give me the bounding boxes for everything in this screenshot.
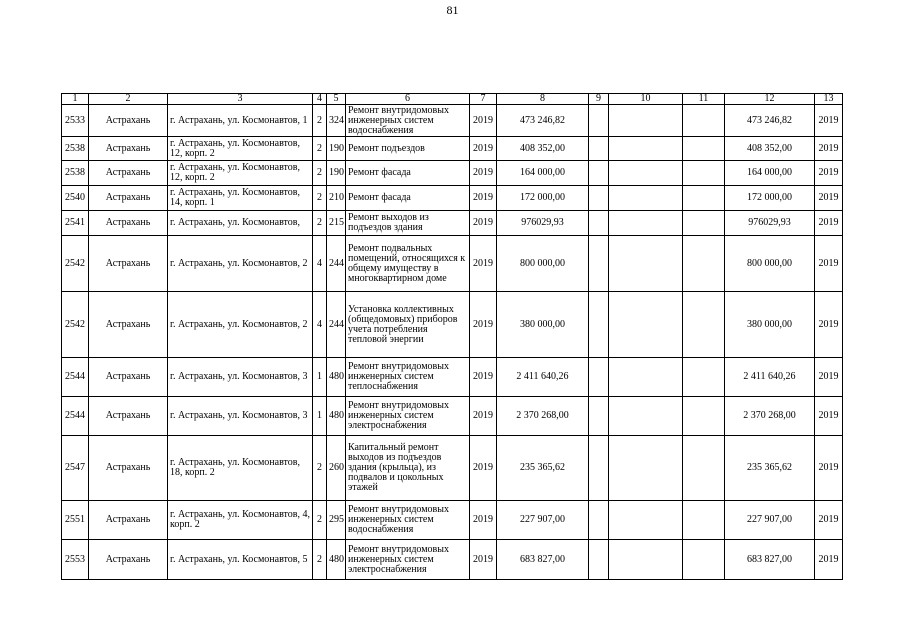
total-cost-cell: 380 000,00: [725, 292, 815, 358]
table-row: [62, 397, 843, 436]
floors-cell: 4: [313, 292, 327, 358]
header-cell: 10: [609, 94, 683, 105]
col-11-cell: [683, 137, 725, 161]
completion-year-cell: 2019: [815, 358, 843, 397]
col-11-cell: [683, 105, 725, 137]
col-10-cell: [609, 358, 683, 397]
header-cell: 5: [327, 94, 346, 105]
col-11-cell: [683, 292, 725, 358]
work-type-cell: Установка коллективных (общедомовых) приборов учета потребления тепловой энергии: [346, 292, 470, 358]
col-9-cell: [589, 540, 609, 580]
col-10-cell: [609, 501, 683, 540]
col-10-cell: [609, 137, 683, 161]
col-10-cell: [609, 186, 683, 211]
completion-year-cell: 2019: [815, 397, 843, 436]
record-id-cell: 2553: [62, 540, 89, 580]
address-cell: г. Астрахань, ул. Космонавтов, 1: [168, 105, 313, 137]
apartments-cell: 324: [327, 105, 346, 137]
col-9-cell: [589, 236, 609, 292]
col-11-cell: [683, 436, 725, 501]
apartments-cell: 480: [327, 358, 346, 397]
year-cell: 2019: [470, 501, 497, 540]
total-cost-cell: 172 000,00: [725, 186, 815, 211]
year-cell: 2019: [470, 211, 497, 236]
header-cell: 8: [497, 94, 589, 105]
col-9-cell: [589, 137, 609, 161]
address-cell: г. Астрахань, ул. Космонавтов, 12, корп. 2: [168, 161, 313, 186]
total-cost-cell: 2 411 640,26: [725, 358, 815, 397]
col-10-cell: [609, 105, 683, 137]
address-cell: г. Астрахань, ул. Космонавтов, 4, корп. 2: [168, 501, 313, 540]
city-cell: Астрахань: [89, 358, 168, 397]
record-id-cell: 2540: [62, 186, 89, 211]
record-id-cell: 2538: [62, 161, 89, 186]
floors-cell: 1: [313, 397, 327, 436]
cost-cell: 976029,93: [497, 211, 589, 236]
year-cell: 2019: [470, 292, 497, 358]
address-cell: г. Астрахань, ул. Космонавтов,: [168, 211, 313, 236]
year-cell: 2019: [470, 236, 497, 292]
city-cell: Астрахань: [89, 137, 168, 161]
record-id-cell: 2551: [62, 501, 89, 540]
address-cell: г. Астрахань, ул. Космонавтов, 14, корп. 1: [168, 186, 313, 211]
floors-cell: 2: [313, 501, 327, 540]
year-cell: 2019: [470, 436, 497, 501]
col-10-cell: [609, 236, 683, 292]
address-cell: г. Астрахань, ул. Космонавтов, 12, корп. 2: [168, 137, 313, 161]
work-type-cell: Ремонт внутридомовых инженерных систем водоснабжения: [346, 501, 470, 540]
col-10-cell: [609, 161, 683, 186]
cost-cell: 235 365,62: [497, 436, 589, 501]
column-number-row: [62, 94, 843, 105]
header-cell: 13: [815, 94, 843, 105]
floors-cell: 2: [313, 211, 327, 236]
address-cell: г. Астрахань, ул. Космонавтов, 3: [168, 358, 313, 397]
apartments-cell: 480: [327, 540, 346, 580]
work-type-cell: Ремонт выходов из подъездов здания: [346, 211, 470, 236]
cost-cell: 2 411 640,26: [497, 358, 589, 397]
city-cell: Астрахань: [89, 292, 168, 358]
year-cell: 2019: [470, 186, 497, 211]
repair-program-table: [61, 93, 843, 580]
cost-cell: 2 370 268,00: [497, 397, 589, 436]
col-9-cell: [589, 161, 609, 186]
col-9-cell: [589, 186, 609, 211]
record-id-cell: 2533: [62, 105, 89, 137]
total-cost-cell: 800 000,00: [725, 236, 815, 292]
work-type-cell: Ремонт внутридомовых инженерных систем электроснабжения: [346, 397, 470, 436]
completion-year-cell: 2019: [815, 436, 843, 501]
record-id-cell: 2544: [62, 397, 89, 436]
work-type-cell: Ремонт подвальных помещений, относящихся к общему имуществу в многоквартирном доме: [346, 236, 470, 292]
header-cell: 3: [168, 94, 313, 105]
cost-cell: 380 000,00: [497, 292, 589, 358]
city-cell: Астрахань: [89, 105, 168, 137]
col-10-cell: [609, 397, 683, 436]
record-id-cell: 2547: [62, 436, 89, 501]
total-cost-cell: 976029,93: [725, 211, 815, 236]
cost-cell: 172 000,00: [497, 186, 589, 211]
apartments-cell: 244: [327, 292, 346, 358]
address-cell: г. Астрахань, ул. Космонавтов, 18, корп. 2: [168, 436, 313, 501]
col-9-cell: [589, 436, 609, 501]
work-type-cell: Ремонт фасада: [346, 161, 470, 186]
work-type-cell: Ремонт фасада: [346, 186, 470, 211]
table-row: [62, 211, 843, 236]
city-cell: Астрахань: [89, 436, 168, 501]
cost-cell: 227 907,00: [497, 501, 589, 540]
floors-cell: 2: [313, 161, 327, 186]
total-cost-cell: 164 000,00: [725, 161, 815, 186]
city-cell: Астрахань: [89, 397, 168, 436]
table-row: [62, 186, 843, 211]
header-cell: 12: [725, 94, 815, 105]
col-11-cell: [683, 161, 725, 186]
total-cost-cell: 408 352,00: [725, 137, 815, 161]
floors-cell: 2: [313, 186, 327, 211]
header-cell: 11: [683, 94, 725, 105]
city-cell: Астрахань: [89, 211, 168, 236]
apartments-cell: 190: [327, 161, 346, 186]
col-11-cell: [683, 358, 725, 397]
col-10-cell: [609, 436, 683, 501]
year-cell: 2019: [470, 161, 497, 186]
col-10-cell: [609, 540, 683, 580]
total-cost-cell: 235 365,62: [725, 436, 815, 501]
header-cell: 9: [589, 94, 609, 105]
header-cell: 4: [313, 94, 327, 105]
total-cost-cell: 683 827,00: [725, 540, 815, 580]
city-cell: Астрахань: [89, 161, 168, 186]
work-type-cell: Капитальный ремонт выходов из подъездов здания (крыльца), из подвалов и цокольных этажей: [346, 436, 470, 501]
floors-cell: 2: [313, 137, 327, 161]
year-cell: 2019: [470, 540, 497, 580]
record-id-cell: 2542: [62, 292, 89, 358]
col-9-cell: [589, 105, 609, 137]
apartments-cell: 190: [327, 137, 346, 161]
year-cell: 2019: [470, 397, 497, 436]
col-11-cell: [683, 186, 725, 211]
year-cell: 2019: [470, 105, 497, 137]
year-cell: 2019: [470, 137, 497, 161]
header-cell: 6: [346, 94, 470, 105]
floors-cell: 1: [313, 358, 327, 397]
completion-year-cell: 2019: [815, 236, 843, 292]
cost-cell: 473 246,82: [497, 105, 589, 137]
table-row: [62, 161, 843, 186]
address-cell: г. Астрахань, ул. Космонавтов, 3: [168, 397, 313, 436]
work-type-cell: Ремонт внутридомовых инженерных систем электроснабжения: [346, 540, 470, 580]
city-cell: Астрахань: [89, 186, 168, 211]
completion-year-cell: 2019: [815, 292, 843, 358]
completion-year-cell: 2019: [815, 137, 843, 161]
floors-cell: 2: [313, 105, 327, 137]
apartments-cell: 210: [327, 186, 346, 211]
completion-year-cell: 2019: [815, 105, 843, 137]
table-row: [62, 105, 843, 137]
cost-cell: 800 000,00: [497, 236, 589, 292]
cost-cell: 164 000,00: [497, 161, 589, 186]
col-11-cell: [683, 236, 725, 292]
col-9-cell: [589, 292, 609, 358]
work-type-cell: Ремонт внутридомовых инженерных систем водоснабжения: [346, 105, 470, 137]
table-row: [62, 358, 843, 397]
apartments-cell: 244: [327, 236, 346, 292]
completion-year-cell: 2019: [815, 501, 843, 540]
year-cell: 2019: [470, 358, 497, 397]
record-id-cell: 2541: [62, 211, 89, 236]
apartments-cell: 215: [327, 211, 346, 236]
table-row: [62, 236, 843, 292]
header-cell: 1: [62, 94, 89, 105]
city-cell: Астрахань: [89, 236, 168, 292]
total-cost-cell: 227 907,00: [725, 501, 815, 540]
col-9-cell: [589, 397, 609, 436]
cost-cell: 408 352,00: [497, 137, 589, 161]
completion-year-cell: 2019: [815, 211, 843, 236]
address-cell: г. Астрахань, ул. Космонавтов, 5: [168, 540, 313, 580]
page-number: 81: [446, 3, 459, 17]
work-type-cell: Ремонт подъездов: [346, 137, 470, 161]
completion-year-cell: 2019: [815, 186, 843, 211]
apartments-cell: 260: [327, 436, 346, 501]
floors-cell: 2: [313, 540, 327, 580]
col-9-cell: [589, 358, 609, 397]
work-type-cell: Ремонт внутридомовых инженерных систем теплоснабжения: [346, 358, 470, 397]
floors-cell: 2: [313, 436, 327, 501]
header-cell: 2: [89, 94, 168, 105]
col-10-cell: [609, 292, 683, 358]
total-cost-cell: 2 370 268,00: [725, 397, 815, 436]
col-11-cell: [683, 211, 725, 236]
floors-cell: 4: [313, 236, 327, 292]
record-id-cell: 2538: [62, 137, 89, 161]
col-9-cell: [589, 211, 609, 236]
record-id-cell: 2544: [62, 358, 89, 397]
table-row: [62, 137, 843, 161]
cost-cell: 683 827,00: [497, 540, 589, 580]
completion-year-cell: 2019: [815, 540, 843, 580]
record-id-cell: 2542: [62, 236, 89, 292]
col-11-cell: [683, 540, 725, 580]
total-cost-cell: 473 246,82: [725, 105, 815, 137]
table-row: [62, 292, 843, 358]
address-cell: г. Астрахань, ул. Космонавтов, 2: [168, 236, 313, 292]
table-row: [62, 540, 843, 580]
apartments-cell: 480: [327, 397, 346, 436]
header-cell: 7: [470, 94, 497, 105]
table-row: [62, 501, 843, 540]
col-10-cell: [609, 211, 683, 236]
table-row: [62, 436, 843, 501]
city-cell: Астрахань: [89, 501, 168, 540]
city-cell: Астрахань: [89, 540, 168, 580]
completion-year-cell: 2019: [815, 161, 843, 186]
col-11-cell: [683, 501, 725, 540]
address-cell: г. Астрахань, ул. Космонавтов, 2: [168, 292, 313, 358]
apartments-cell: 295: [327, 501, 346, 540]
col-11-cell: [683, 397, 725, 436]
col-9-cell: [589, 501, 609, 540]
